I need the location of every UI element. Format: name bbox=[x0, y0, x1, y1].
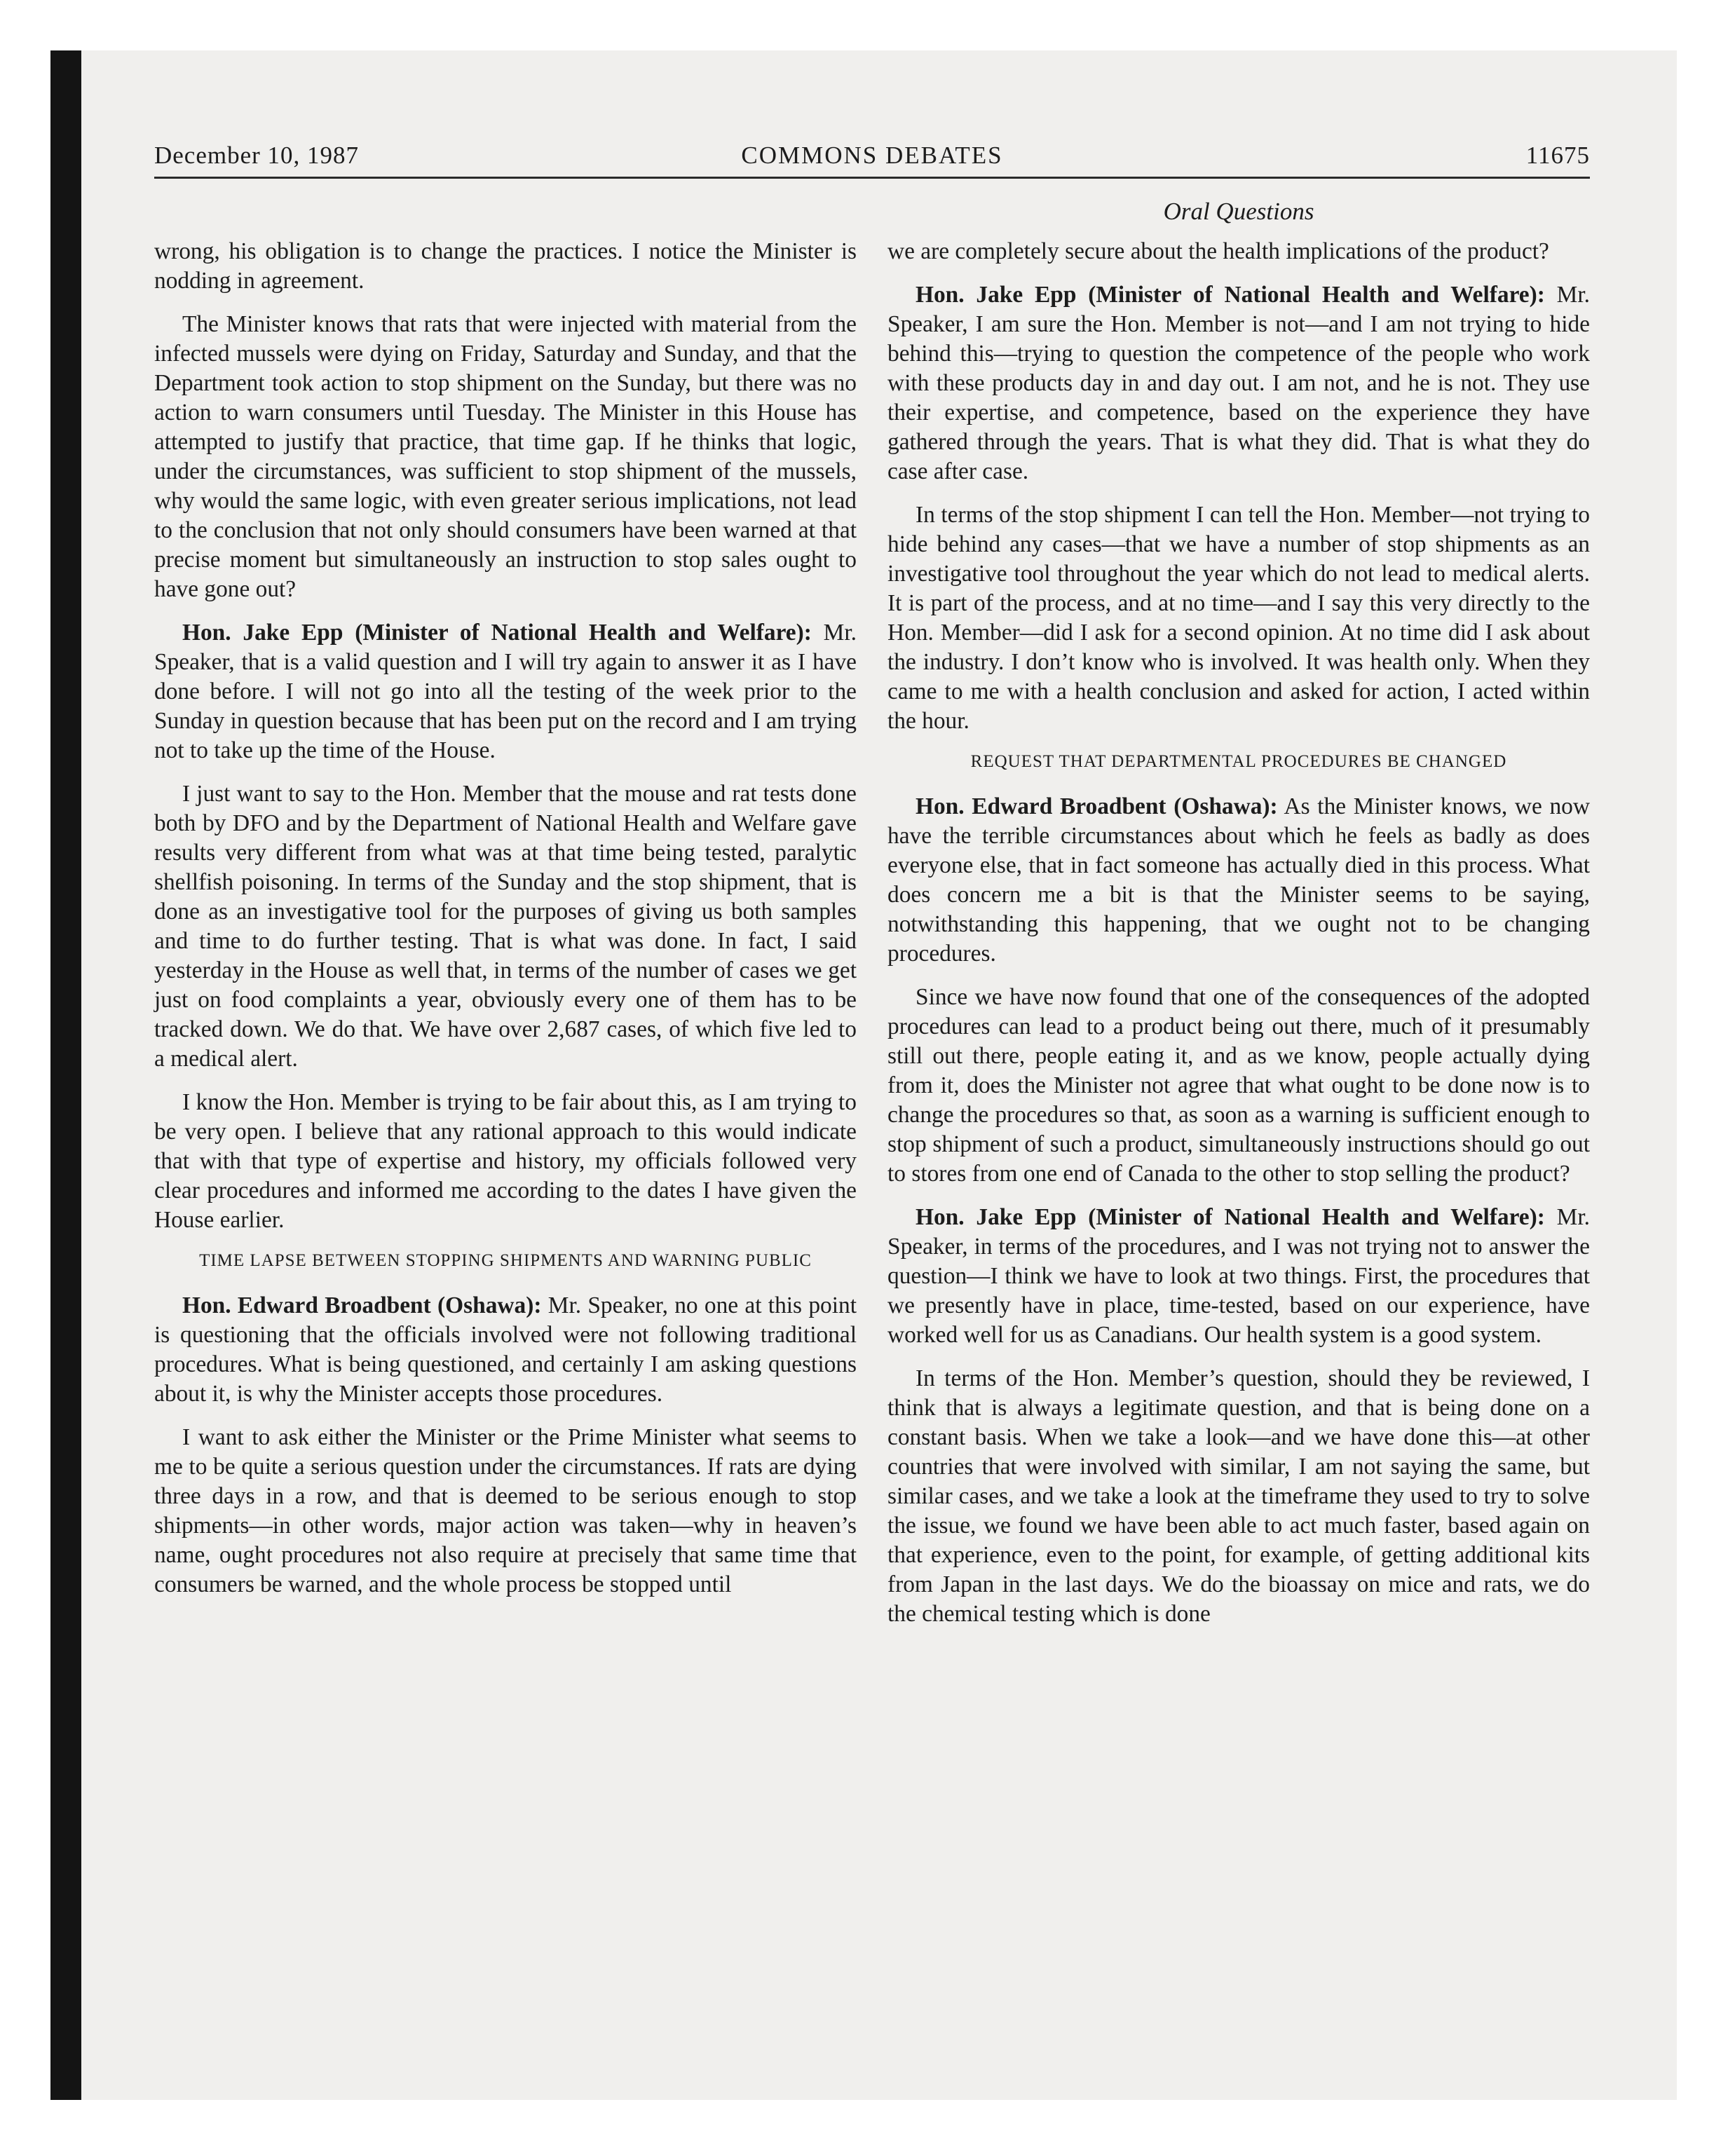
paragraph bbox=[887, 1203, 1590, 1350]
paragraph: In terms of the Hon. Member’s question, should they be reviewed, I think that is always a legitimate question, and that is being done on a constant basis. When we take a look—and we have done this—at other countries that were involved with similar, I am not saying the same, but similar cases, and we take a look at the timeframe they used to try to solve the issue, we found we have been able to act much faster, based again on that experience, even to the point, for example, of getting additional kits from Japan in the last days. We do the bioassay on mice and rats, we do the chemical testing which is done bbox=[887, 1365, 1590, 1627]
paragraph: Since we have now found that one of the consequences of the adopted procedures can lead to a product being out there, much of it presumably still out there, people eating it, and as we know, people actually dying from it, does the Minister not agree that what ought to be done now is to change the procedures so that, as soon as a warning is sufficient enough to stop shipment of such a product, simultaneously instructions should go out to stores from one end of Canada to the other to stop selling the product? bbox=[887, 984, 1590, 1187]
scan-edge bbox=[50, 50, 81, 2100]
paragraph: In terms of the stop shipment I can tell the Hon. Member—not trying to hide behind any cases—that we have a number of stop shipments as an investigative tool throughout the year which do not lead to medical alerts. It is part of the process, and at no time—and I say this very directly to the Hon. Member—did I ask for a second opinion. At no time did I ask about the industry. I don’t know who is involved. It was health only. When they came to me with a health conclusion and asked for action, I acted within the hour. bbox=[887, 502, 1590, 734]
paragraph bbox=[154, 618, 857, 765]
header-title: COMMONS DEBATES bbox=[741, 142, 1003, 169]
paragraph: I want to ask either the Minister or the Prime Minister what seems to me to be quite a serious question under the circumstances. If rats are dying three days in a row, and that is deemed to be serious enough to stop shipments—in other words, major action was taken—why in heaven’s name, ought procedures not also require at precisely that same time that consumers be warned, and the whole process be stopped until bbox=[154, 1424, 857, 1597]
paragraph: we are completely secure about the health implications of the product? bbox=[887, 238, 1549, 264]
speech-text: Mr. Speaker, no one at this point is questioning that the officials involved were not following traditional procedures. What is being questioned, and certainly I am asking questions about it, is why the Minister accepts those procedures. bbox=[154, 1292, 857, 1407]
speaker-name: Hon. Edward Broadbent (Oshawa): bbox=[916, 793, 1278, 819]
right-column bbox=[887, 237, 1590, 1643]
section-label: Oral Questions bbox=[1163, 198, 1314, 225]
left-column bbox=[154, 237, 857, 1613]
paragraph bbox=[154, 1291, 857, 1409]
header-date: December 10, 1987 bbox=[154, 142, 360, 169]
speaker-name: Hon. Jake Epp (Minister of National Health and Welfare): bbox=[916, 1204, 1545, 1230]
subject-heading: REQUEST THAT DEPARTMENTAL PROCEDURES BE CHANGED bbox=[970, 752, 1507, 771]
paragraph bbox=[887, 280, 1590, 486]
paragraph: I know the Hon. Member is trying to be fair about this, as I am trying to be very open. I believe that any rational approach to this would indicate that with that type of expertise and history, my officials followed very clear procedures and informed me according to the dates I have given the House earlier. bbox=[154, 1089, 857, 1233]
paragraph: wrong, his obligation is to change the practices. I notice the Minister is nodding in agreement. bbox=[154, 238, 857, 294]
paragraph bbox=[887, 792, 1590, 969]
speaker-name: Hon. Jake Epp (Minister of National Health and Welfare): bbox=[182, 620, 812, 646]
paragraph: I just want to say to the Hon. Member that the mouse and rat tests done both by DFO and by the Department of National Health and Welfare gave results very different from what was at that time being tested, paralytic shellfish poisoning. In terms of the Sunday and the stop shipment, that is done as an investigative tool for the purposes of giving us both samples and time to do further testing. That is what was done. In fact, I said yesterday in the House as well that, in terms of the number of cases we get just on food complaints a year, obviously every one of them has to be tracked down. We do that. We have over 2,687 cases, of which five led to a medical alert. bbox=[154, 781, 857, 1072]
header-page-number: 11675 bbox=[1525, 142, 1590, 169]
paragraph: The Minister knows that rats that were injected with material from the infected mussels were dying on Friday, Saturday and Sunday, and that the Department took action to stop shipment on the Sunday, but there was no action to warn consumers until Tuesday. The Minister in this House has attempted to justify that practice, that time gap. If he thinks that logic, under the circumstances, was sufficient to stop shipment of the mussels, why would the same logic, with even greater serious implications, not lead to the conclusion that not only should consumers have been warned at that precise moment but simultaneously an instruction to stop sales ought to have gone out? bbox=[154, 311, 857, 602]
speech-text: As the Minister knows, we now have the terrible circumstances about which he feels as badly as does everyone else, that in fact someone has actually died in this process. What does concern me a bit is that the Minister seems to be saying, notwithstanding this happening, that we ought not to be changing procedures. bbox=[887, 793, 1590, 967]
page-header bbox=[154, 140, 1590, 179]
subject-heading: TIME LAPSE BETWEEN STOPPING SHIPMENTS AND WARNING PUBLIC bbox=[199, 1251, 812, 1270]
speaker-name: Hon. Edward Broadbent (Oshawa): bbox=[182, 1292, 542, 1318]
speech-text: Mr. Speaker, that is a valid question and I will try again to answer it as I have done before. I will not go into all the testing of the week prior to the Sunday in question because that has been put on the record and I am trying not to take up the time of the House. bbox=[154, 620, 857, 763]
speech-text: Mr. Speaker, I am sure the Hon. Member is not—and I am not trying to hide behind this—trying to question the competence of the people who work with these products day in and day out. I am not, and he is not. They use their expertise, and competence, based on the experience they have gathered through the years. That is what they did. That is what they do case after case. bbox=[887, 282, 1590, 484]
speech-text: Mr. Speaker, in terms of the procedures, and I was not trying not to answer the question—I think we have to look at two things. First, the procedures that we presently have in place, time-tested, based on our experience, have worked well for us as Canadians. Our health system is a good system. bbox=[887, 1204, 1590, 1348]
speaker-name: Hon. Jake Epp (Minister of National Health and Welfare): bbox=[916, 282, 1545, 308]
